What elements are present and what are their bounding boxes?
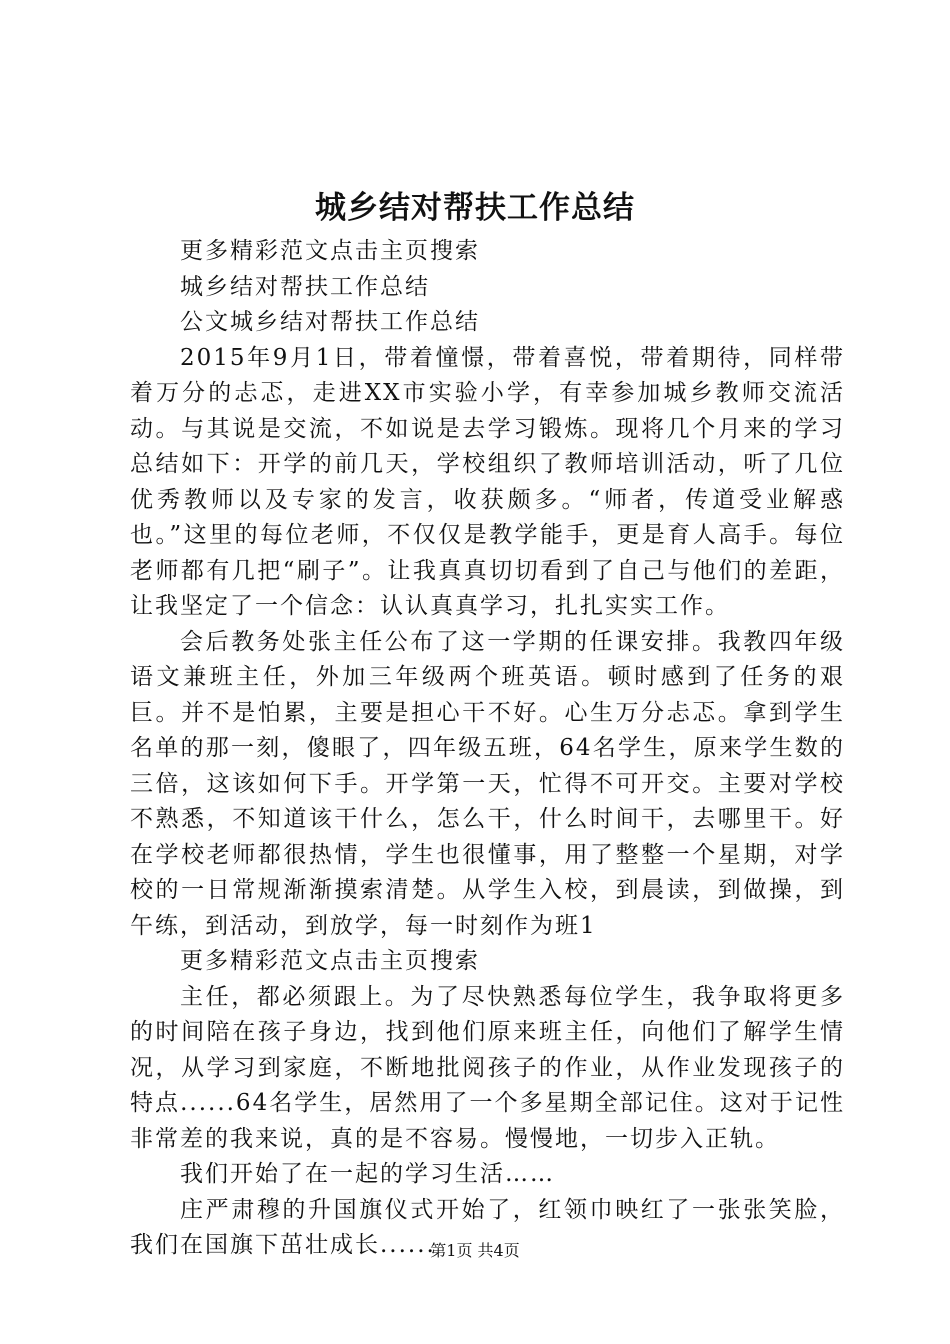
page-footer: 第1页 共4页 — [430, 1241, 520, 1260]
paragraph-doc-type-title: 公文城乡结对帮扶工作总结 — [180, 309, 480, 335]
document-title: 城乡结对帮扶工作总结 — [315, 190, 635, 226]
paragraph-flag-ceremony: 庄严肃穆的升国旗仪式开始了，红领巾映红了一张张笑脸，我们在国旗下茁壮成长...... — [130, 1196, 845, 1258]
paragraph-more-link-middle: 更多精彩范文点击主页搜索 — [180, 948, 480, 974]
paragraph-intro: 2015年9月1日，带着憧憬，带着喜悦，带着期待，同样带着万分的忐忑，走进XX市实验小学，有幸参加城乡教师交流活动。与其说是交流，不如说是去学习锻炼。现将几个月来的学习总结如下：开学的前几天，学校组织了教师培训活动，听了几位优秀教师以及专家的发言，收获颇多。“师者，传道受业解惑也。”这里的每位老师，不仅仅是教学能手，更是育人高手。每位老师都有几把“刷子”。让我真真切切看到了自己与他们的差距，让我坚定了一个信念：认认真真学习，扎扎实实工作。 — [130, 344, 845, 619]
paragraph-class-management: 主任，都必须跟上。为了尽快熟悉每位学生，我争取将更多的时间陪在孩子身边，找到他们原来班主任，向他们了解学生情况，从学习到家庭，不断地批阅孩子的作业，从作业发现孩子的特点......64名学生，居然用了一个多星期全部记住。这对于记性非常差的我来说，真的是不容易。慢慢地，一切步入正轨。 — [130, 983, 845, 1152]
paragraph-assignment: 会后教务处张主任公布了这一学期的任课安排。我教四年级语文兼班主任，外加三年级两个班英语。顿时感到了任务的艰巨。并不是怕累，主要是担心干不好。心生万分忐忑。拿到学生名单的那一刻，傻眼了，四年级五班，64名学生，原来学生数的三倍，这该如何下手。开学第一天，忙得不可开交。主要对学校不熟悉，不知道该干什么，怎么干，什么时间干，去哪里干。好在学校老师都很热情，学生也很懂事，用了整整一个星期，对学校的一日常规渐渐摸索清楚。从学生入校，到晨读，到做操，到午练，到活动，到放学，每一时刻作为班1 — [130, 628, 845, 939]
paragraph-more-link-top: 更多精彩范文点击主页搜索 — [180, 238, 480, 264]
paragraph-study-life: 我们开始了在一起的学习生活…… — [180, 1161, 555, 1187]
paragraph-subtitle: 城乡结对帮扶工作总结 — [180, 273, 430, 300]
document-body — [130, 234, 845, 1264]
